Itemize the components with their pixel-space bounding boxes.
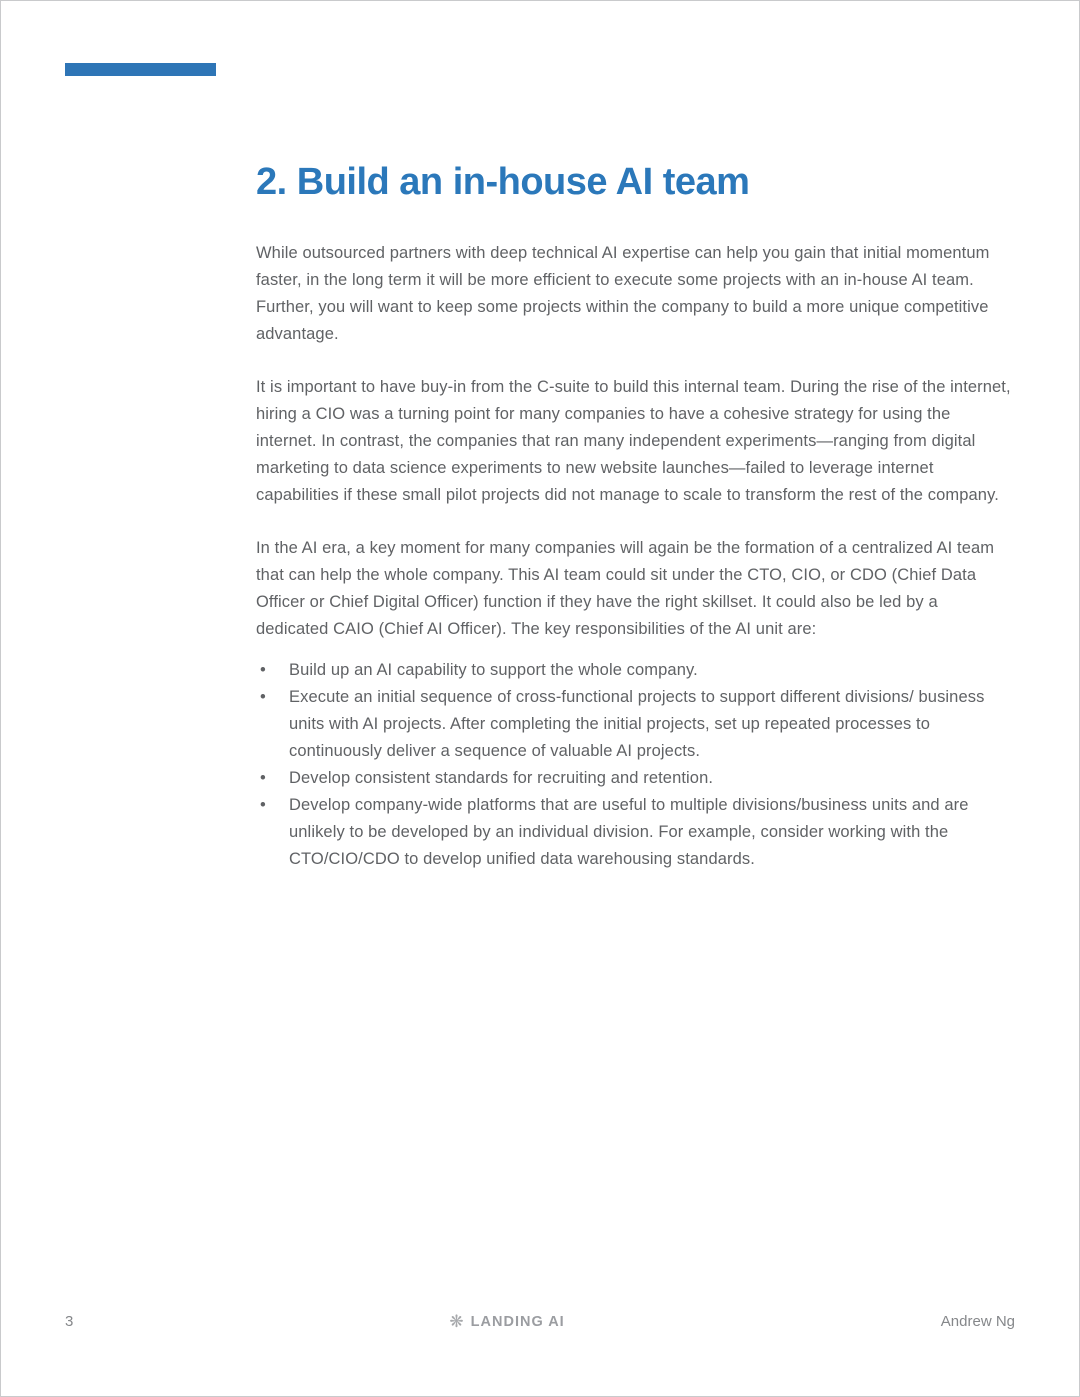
list-item: • Develop consistent standards for recruiting and retention. [256, 765, 1014, 792]
author-name: Andrew Ng [940, 1313, 1015, 1330]
page-number: 3 [65, 1313, 74, 1330]
landing-ai-logo-icon: ❋ [449, 1312, 465, 1331]
list-item: • Build up an AI capability to support the whole company. [256, 657, 1014, 684]
list-item: • Develop company-wide platforms that are useful to multiple divisions/business units and are unlikely to be developed by an individual division. For example, consider working with the CTO/CIO/CDO to develop unified data warehousing standards. [256, 792, 1014, 873]
section-heading: 2. Build an in-house AI team [256, 161, 750, 203]
accent-bar [65, 63, 216, 76]
landing-ai-logo-text: LANDING AI [470, 1313, 565, 1330]
page-content [256, 161, 1014, 873]
list-item: • Execute an initial sequence of cross-functional projects to support different divisions/ business units with AI projects. After completing the initial projects, set up repeated processes to continuously deliver a sequence of valuable AI projects. [256, 684, 1014, 765]
paragraph-1: While outsourced partners with deep technical AI expertise can help you gain that initial momentum faster, in the long term it will be more efficient to execute some projects with an in-house AI team. Further, you will want to keep some projects within the company to build a more unique competitive advantage. [256, 244, 990, 343]
responsibilities-list [256, 657, 1014, 873]
paragraph-3: In the AI era, a key moment for many companies will again be the formation of a centralized AI team that can help the whole company. This AI team could sit under the CTO, CIO, or CDO (Chief Data Officer or Chief Digital Officer) function if they have the right skillset. It could also be led by a dedicated CAIO (Chief AI Officer). The key responsibilities of the AI unit are: [256, 539, 995, 638]
paragraph-2: It is important to have buy-in from the C-suite to build this internal team. During the rise of the internet, hiring a CIO was a turning point for many companies to have a cohesive strategy for using the internet. In contrast, the companies that ran many independent experiments—ranging from digital marketing to data science experiments to new website launches—failed to leverage internet capabilities if these small pilot projects did not manage to scale to transform the rest of the company. [256, 378, 1011, 504]
page-footer [65, 1313, 1015, 1330]
landing-ai-logo [449, 1313, 564, 1330]
